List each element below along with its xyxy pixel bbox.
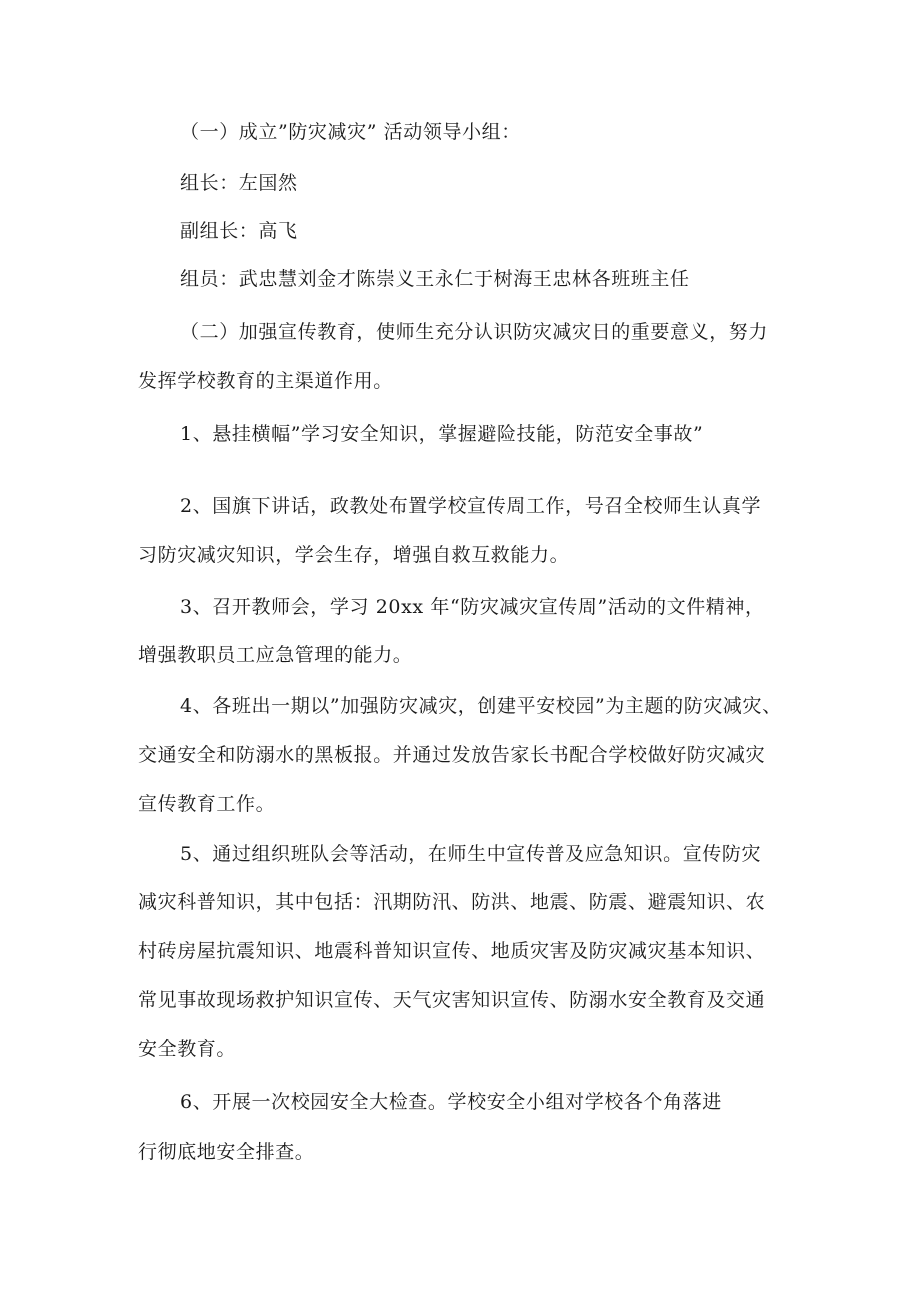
group-members: 组员：武忠慧刘金才陈崇义王永仁于树海王忠林各班班主任 xyxy=(180,268,690,290)
item-6-line-1: 6、开展一次校园安全大检查。学校安全小组对学校各个角落进 xyxy=(180,1091,722,1113)
section-2-line-1: （二）加强宣传教育，使师生充分认识防灾减灾日的重要意义，努力 xyxy=(180,321,769,343)
item-3-line-1: 3、召开教师会，学习 20xx 年“防灾减灾宣传周”活动的文件精神， xyxy=(180,596,765,618)
group-leader: 组长：左国然 xyxy=(180,172,298,194)
item-2-line-1: 2、国旗下讲话，政教处布置学校宣传周工作，号召全校师生认真学 xyxy=(180,495,762,517)
item-1-line-1: 1、悬挂横幅”学习安全知识，掌握避险技能，防范安全事故” xyxy=(180,423,704,445)
item-3-line-2: 增强教职员工应急管理的能力。 xyxy=(138,644,413,666)
item-4-line-3: 宣传教育工作。 xyxy=(138,793,276,815)
item-4-line-2: 交通安全和防溺水的黑板报。并通过发放告家长书配合学校做好防灾减灾 xyxy=(138,744,766,766)
item-2-line-2: 习防灾减灾知识，学会生存，增强自救互救能力。 xyxy=(138,544,570,566)
item-6-line-2: 行彻底地安全排查。 xyxy=(138,1141,315,1163)
item-5-line-4: 常见事故现场救护知识宣传、天气灾害知识宣传、防溺水安全教育及交通 xyxy=(138,989,766,1011)
item-5-line-1: 5、通过组织班队会等活动，在师生中宣传普及应急知识。宣传防灾 xyxy=(180,843,762,865)
section-1-heading: （一）成立”防灾减灾” 活动领导小组： xyxy=(180,121,521,143)
deputy-group-leader: 副组长：高飞 xyxy=(180,220,298,242)
item-4-line-1: 4、各班出一期以”加强防灾减灾，创建平安校园”为主题的防灾减灾、 xyxy=(180,695,782,717)
item-5-line-5: 安全教育。 xyxy=(138,1038,237,1060)
item-5-line-2: 减灾科普知识，其中包括：汛期防汛、防洪、地震、防震、避震知识、农 xyxy=(138,891,766,913)
section-2-line-2: 发挥学校教育的主渠道作用。 xyxy=(138,370,393,392)
item-5-line-3: 村砖房屋抗震知识、地震科普知识宣传、地质灾害及防灾减灾基本知识、 xyxy=(138,940,766,962)
